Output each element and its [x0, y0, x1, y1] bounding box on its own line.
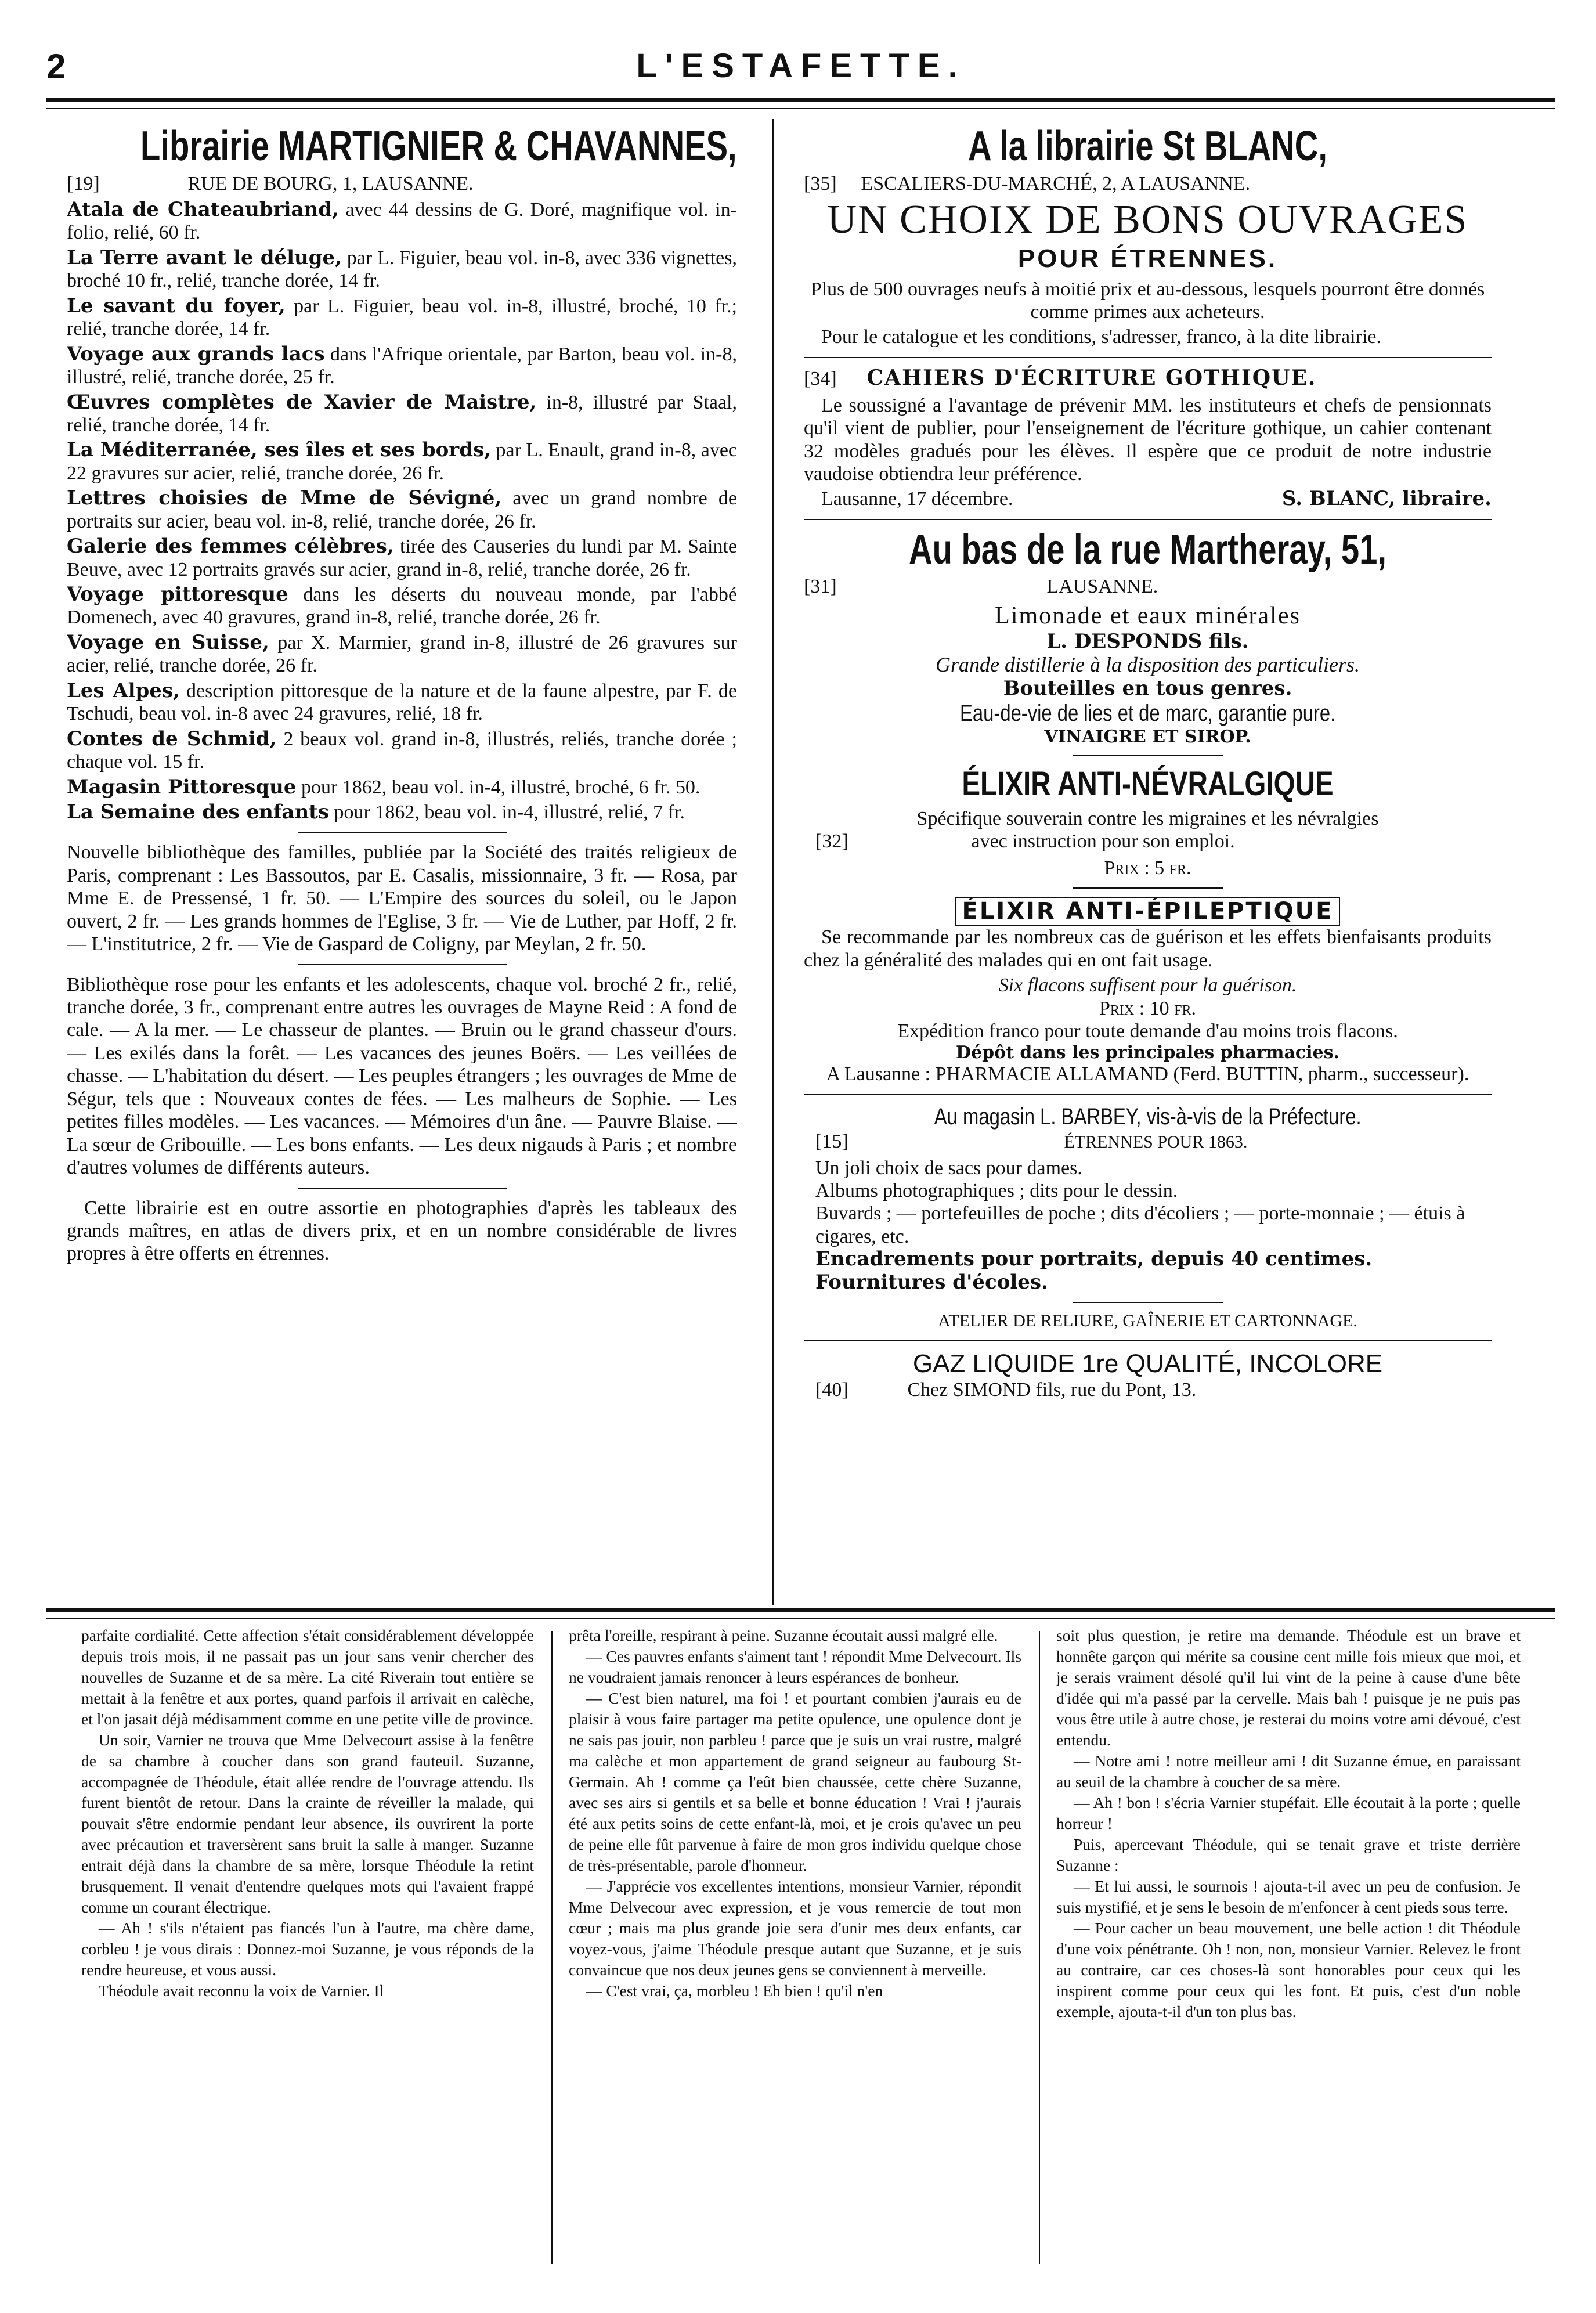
barbey-line3: Buvards ; — portefeuilles de poche ; dits d'écoliers ; — porte-monnaie ; — étuis à cigares, etc.: [815, 1203, 1465, 1247]
epi-text: Se recommande par les nombreux cas de guérison et les effets bienfaisants produits chez la généralité des malades qui en ont fait usage.: [804, 926, 1492, 971]
cahiers-date: Lausanne, 17 décembre.: [821, 488, 1013, 510]
martheray-heading: Au bas de la rue Martheray, 51,: [909, 526, 1386, 573]
barbey-ref: [15]: [815, 1131, 848, 1153]
book-entry: [67, 439, 737, 485]
barbey-heading: Au magasin L. BARBEY, vis-à-vis de la Préfecture.: [934, 1103, 1362, 1130]
right-ad-column: [804, 125, 1492, 1599]
feuilleton-rule-thin: [46, 1618, 1555, 1619]
book-entry: [67, 247, 737, 293]
barbey-sub: ÉTRENNES POUR 1863.: [1064, 1132, 1248, 1152]
separator: [804, 1340, 1492, 1341]
martheray-limonade: Limonade et eaux minérales: [995, 602, 1301, 629]
book-description: avec 44 dessins de G. Doré, magnifique vol. in-folio, relié, 60 fr.: [67, 199, 737, 244]
column-divider: [772, 119, 774, 1605]
book-description: tirée des Causeries du lundi par M. Sainte Beuve, avec 12 portraits gravés sur acier, grand in-8, relié, tranche dorée, 26 fr.: [67, 536, 737, 580]
left-ad-column: [67, 125, 737, 1599]
book-description: dans l'Afrique orientale, par Barton, beau vol. in-8, illustré, relié, tranche dorée, 25 fr.: [67, 343, 737, 388]
header-rule-thin: [46, 108, 1555, 109]
book-title: Atala de Chateaubriand,: [67, 198, 339, 222]
feuilleton-paragraph: — C'est bien naturel, ma foi ! et pourtant combien j'aurais eu de plaisir à vous faire partager ma petite opulence, une opulence dont je ne sais pas jouir, non parbleu ! parce que je suis un vrai rustre, malgré ma calèche et mon appartement de grand seigneur au faubourg St-Germain. Ah ! comme ça l'eût bien chaussée, cette chère Suzanne, avec ses airs si gentils et sa belle et bonne éducation ! Vrai ! j'aurais été aux petits soins de cette enfant-là, moi, et je crois qu'avec un peu de peine elle fût parvenue à faire de mon gros individu quelque chose de très-présentable, parole d'honneur.: [569, 1689, 1021, 1875]
barbey-line2: Albums photographiques ; dits pour le dessin.: [815, 1180, 1178, 1202]
book-title: La Semaine des enfants: [67, 800, 330, 824]
feuilleton-column-2: [569, 1625, 1021, 2269]
book-title: La Terre avant le déluge,: [67, 246, 342, 269]
gaz-text: Chez SIMOND fils, rue du Pont, 13.: [907, 1379, 1197, 1401]
book-title: Œuvres complètes de Xavier de Maistre,: [67, 390, 537, 414]
blanc-street: ESCALIERS-DU-MARCHÉ, 2, A LAUSANNE.: [861, 172, 1251, 194]
blanc-text: Plus de 500 ouvrages neufs à moitié prix et au-dessous, lesquels pourront être donnés comme primes aux acheteurs.: [810, 278, 1485, 323]
book-entry: [67, 343, 737, 389]
book-entry: [67, 632, 737, 677]
elixir-instruction: avec instruction pour son emploi.: [971, 831, 1235, 853]
blanc-address: [804, 172, 1492, 195]
feuilleton-paragraph: soit plus question, je retire ma demande. Théodule est un brave et honnête garçon qui mérite sa cousine cent mille fois mieux que moi, et je serais vraiment désolé qu'il lui vint de la peine à cause d'une bête d'idée qui m'a passé par la cervelle. Mais bah ! puisque je ne puis pas vous être utile à autre chose, je resterai du moins votre ami dévoué, c'est entendu.: [1056, 1626, 1521, 1749]
cahiers-signature-line: [804, 488, 1492, 510]
book-title: La Méditerranée, ses îles et ses bords,: [67, 438, 491, 462]
martheray-vinaigre: VINAIGRE ET SIROP.: [1044, 726, 1251, 747]
feuilleton-divider: [1039, 1631, 1040, 2264]
book-entry: [67, 391, 737, 437]
separator: [1073, 887, 1223, 889]
epi-heading: ÉLIXIR ANTI-ÉPILEPTIQUE: [955, 897, 1341, 926]
feuilleton-rule: [46, 1608, 1555, 1612]
epi-lausanne: A Lausanne : PHARMACIE ALLAMAND (Ferd. BUTTIN, pharm., successeur).: [826, 1063, 1469, 1085]
book-description: dans les déserts du nouveau monde, par l'abbé Domenech, avec 40 gravures, grand in-8, relié, tranche dorée, 26 fr.: [67, 584, 737, 629]
book-description: par L. Figuier, beau vol. in-8, illustré, broché, 10 fr.; relié, tranche dorée, 14 fr.: [67, 295, 737, 340]
feuilleton-divider: [551, 1631, 553, 2264]
barbey-heading-wrap: [804, 1103, 1492, 1130]
book-title: Voyage aux grands lacs: [67, 342, 325, 366]
feuilleton-column-3: [1056, 1625, 1521, 2269]
feuilleton-column-1: [81, 1625, 534, 2269]
feuilleton: [58, 1625, 1555, 2269]
elixir-line2: [804, 830, 1492, 853]
elixir-ref: [32]: [815, 831, 848, 853]
martignier-address: [67, 172, 737, 195]
epi-expedition: Expédition franco pour toute demande d'au moins trois flacons.: [897, 1020, 1398, 1042]
blanc-ref: [35]: [804, 172, 837, 194]
blanc-subtitle: POUR ÉTRENNES.: [1017, 244, 1278, 273]
blanc-text2: Pour le catalogue et les conditions, s'adresser, franco, à la dite librairie.: [821, 326, 1381, 348]
book-entry: [67, 487, 737, 533]
cahiers-title: CAHIERS D'ÉCRITURE GOTHIQUE.: [866, 365, 1317, 390]
journal-title: L'ESTAFETTE.: [636, 47, 966, 85]
nouvelle-bibliotheque: Nouvelle bibliothèque des familles, publiée par la Société des traités religieux de Paris, comprenant : Les Bassoutos, par E. Casalis, missionnaire, 3 fr. — Rosa, par Mme E. de Pressensé, 1 fr. 50. — L'Empire des sources du soleil, ou le Japon ouvert, 2 fr. — Les grands hommes de l'Eglise, 3 fr. — Vie de Luther, par Hoff, 2 fr. — L'institutrice, 2 fr. — Vie de Gaspard de Coligny, par Meylan, 2 fr. 50.: [67, 842, 737, 955]
separator: [1073, 755, 1223, 756]
martheray-eau-de-vie: Eau-de-vie de lies et de marc, garantie pure.: [959, 701, 1336, 727]
book-description: description pittoresque de la nature et de la faune alpestre, par F. de Tschudi, beau vol. in-8 avec 24 gravures, relié, 18 fr.: [67, 680, 737, 725]
book-description: pour 1862, beau vol. in-4, illustré, relié, 7 fr.: [329, 801, 685, 823]
epi-heading-wrap: [804, 897, 1492, 926]
book-description: par L. Enault, grand in-8, avec 22 gravures sur acier, relié, tranche dorée, 26 fr.: [67, 439, 737, 484]
separator: [298, 832, 507, 833]
book-title: Galerie des femmes célèbres,: [67, 535, 394, 558]
feuilleton-paragraph: Théodule avait reconnu la voix de Varnier. Il: [99, 1982, 384, 2000]
book-entry: [67, 776, 737, 799]
feuilleton-paragraph: prêta l'oreille, respirant à peine. Suzanne écoutait aussi malgré elle.: [569, 1626, 998, 1644]
martheray-bouteilles: Bouteilles en tous genres.: [1003, 676, 1292, 700]
book-title: Magasin Pittoresque: [67, 775, 297, 799]
cahiers-sign: S. BLANC, libraire.: [1281, 487, 1492, 511]
book-entry: [67, 728, 737, 774]
page-number: 2: [46, 47, 66, 86]
martheray-address: [804, 575, 1492, 598]
barbey-list: [804, 1157, 1492, 1294]
book-entry: [67, 295, 737, 341]
martheray-distillerie: Grande distillerie à la disposition des particuliers.: [936, 653, 1360, 676]
martignier-closing: Cette librairie est en outre assortie en photographies d'après les tableaux des grands maîtres, en atlas de divers prix, et en un nombre considérable de livres propres à être offerts en étrennes.: [67, 1197, 737, 1265]
gaz-line: [804, 1379, 1492, 1401]
epi-depot: Dépôt dans les principales pharmacies.: [956, 1042, 1339, 1063]
martheray-desponds: L. DESPONDS fils.: [1046, 629, 1249, 653]
separator: [804, 357, 1492, 358]
blanc-big-title: UN CHOIX DE BONS OUVRAGES: [827, 197, 1468, 243]
martignier-street: RUE DE BOURG, 1, LAUSANNE.: [187, 172, 474, 194]
feuilleton-paragraph: — Notre ami ! notre meilleur ami ! dit Suzanne émue, en paraissant au seuil de la chambre à coucher de sa mère.: [1056, 1752, 1521, 1791]
barbey-line5: Fournitures d'écoles.: [815, 1270, 1048, 1294]
bibliotheque-rose: Bibliothèque rose pour les enfants et les adolescents, chaque vol. broché 2 fr., relié, tranche dorée, 3 fr., comprenant entre autres les ouvrages de Mayne Reid : A fond de cale. — A la mer. — Le chasseur de plantes. — Bruin ou le grand chasseur d'ours. — Les exilés dans la forêt. — Les vacances des jeunes Boërs. — Les veillées de chasse. — L'habitation du désert. — Les peuples étrangers ; les ouvrages de Mme de Ségur, tels que : Nouveaux contes de fées. — Les malheurs de Sophie. — Les petites filles modèles. — Les vacances. — Mémoires d'un âne. — Pauvre Blaise. — La sœur de Gribouille. — Les bons enfants. — Les deux nigauds à Paris ; et nombre d'autres volumes de différents auteurs.: [67, 973, 737, 1179]
barbey-line4: Encadrements pour portraits, depuis 40 centimes.: [815, 1247, 1373, 1271]
book-title: Voyage pittoresque: [67, 583, 288, 607]
masthead: [46, 46, 1555, 99]
book-entry: [67, 680, 737, 726]
martignier-heading: Librairie MARTIGNIER & CHAVANNES,: [140, 125, 737, 169]
separator: [804, 1094, 1492, 1095]
feuilleton-paragraph: Un soir, Varnier ne trouva que Mme Delvecourt assise à la fenêtre de sa chambre à coucher dans son grand fauteuil. Suzanne, accompagnée de Théodule, était allée rendre de l'ouvrage attendu. Ils furent bientôt de retour. Dans la crainte de réveiller la malade, qui pouvait s'être endormie pendant leur absence, ils ouvrirent la porte avec précaution et traversèrent sans bruit la salle à manger. Suzanne entrait déjà dans la chambre de sa mère, lorsque Théodule la retint brusquement. Il venait d'entendre quelques mots qui l'avaient frappé comme un courant électrique.: [81, 1731, 534, 1917]
book-description: avec un grand nombre de portraits sur acier, beau vol. in-8, relié, tranche dorée, 26 fr.: [67, 488, 737, 532]
feuilleton-paragraph: Puis, apercevant Théodule, qui se tenait grave et triste derrière Suzanne :: [1056, 1835, 1521, 1875]
elixir-price: Prix : 5 fr.: [1104, 857, 1191, 879]
book-description: pour 1862, beau vol. in-4, illustré, broché, 6 fr. 50.: [296, 776, 700, 798]
separator: [804, 519, 1492, 520]
book-title: Contes de Schmid,: [67, 727, 277, 750]
book-description: par L. Figuier, beau vol. in-8, avec 336 vignettes, broché 10 fr., relié, tranche dorée, 14 fr.: [67, 247, 737, 292]
book-entry: [67, 801, 737, 824]
book-entry: [67, 535, 737, 581]
book-entry: [67, 199, 737, 244]
martheray-ref: [31]: [804, 576, 837, 598]
feuilleton-paragraph: parfaite cordialité. Cette affection s'était considérablement développée depuis trois mois, il ne passait pas un jour sans venir chercher des nouvelles de Suzanne et de sa mère. La cité Riverain tout entière se mettait à la fenêtre et aux portes, quand parfois il arrivait en calèche, et l'on jasait déjà médisamment comme en une petite ville de province.: [81, 1626, 534, 1729]
martheray-city: LAUSANNE.: [1046, 576, 1158, 598]
book-description: par X. Marmier, grand in-8, illustré de 26 gravures sur acier, relié, tranche dorée, 26 fr.: [67, 632, 737, 677]
separator: [298, 1188, 507, 1189]
martignier-ref: [19]: [67, 172, 100, 194]
book-description: 2 beaux vol. grand in-8, illustrés, reliés, tranche dorée ; chaque vol. 15 fr.: [67, 728, 737, 773]
elixir-line1: Spécifique souverain contre les migraines et les névralgies: [916, 807, 1379, 829]
header-rule: [46, 98, 1555, 102]
feuilleton-paragraph: — Ah ! bon ! s'écria Varnier stupéfait. Elle écoutait à la porte ; quelle horreur !: [1056, 1794, 1521, 1833]
book-title: Le savant du foyer,: [67, 294, 286, 317]
epi-italic: Six flacons suffisent pour la guérison.: [998, 975, 1297, 997]
elixir-heading: ÉLIXIR ANTI-NÉVRALGIQUE: [962, 765, 1334, 803]
book-title: Lettres choisies de Mme de Sévigné,: [67, 486, 502, 510]
feuilleton-paragraph: — C'est vrai, ça, morbleu ! Eh bien ! qu'il n'en: [586, 1982, 883, 2000]
barbey-atelier: ATELIER DE RELIURE, GAÎNERIE ET CARTONNAGE.: [938, 1311, 1357, 1331]
feuilleton-paragraph: — Et lui aussi, le sournois ! ajouta-t-il avec un peu de confusion. Je suis mystifié, et je sens le besoin de m'enfoncer à cent pieds sous terre.: [1056, 1877, 1521, 1917]
martheray-eau-de-vie-wrap: [804, 700, 1492, 727]
book-title: Les Alpes,: [67, 679, 180, 702]
gaz-ref: [40]: [815, 1379, 848, 1401]
epi-price: Prix : 10 fr.: [1099, 997, 1197, 1019]
separator: [298, 964, 507, 965]
gaz-heading: GAZ LIQUIDE 1re QUALITÉ, INCOLORE: [912, 1349, 1383, 1379]
blanc-heading: A la librairie St BLANC,: [968, 125, 1327, 169]
cahiers-text: Le soussigné a l'avantage de prévenir MM. les instituteurs et chefs de pensionnats qu'il vient de publier, pour l'enseignement de l'écriture gothique, un cahier contenant 32 modèles gradués pour les élèves. Il espère que ce produit de notre industrie vaudoise obtiendra leur préférence.: [804, 394, 1492, 485]
book-entry: [67, 583, 737, 629]
barbey-line1: Un joli choix de sacs pour dames.: [815, 1157, 1082, 1179]
feuilleton-paragraph: — Ces pauvres enfants s'aiment tant ! répondit Mme Delvecourt. Ils ne voudraient jamais renoncer à leurs espérances de bonheur.: [569, 1647, 1021, 1687]
book-list: [67, 199, 737, 824]
feuilleton-paragraph: — J'apprécie vos excellentes intentions, monsieur Varnier, répondit Mme Delvecour avec expression, et je vous remercie de tout mon cœur ; mais ma plus grande joie sera d'unir mes deux enfants, car voyez-vous, j'aime Théodule presque autant que Suzanne, et je suis convaincue que nos deux jeunes gens se conviennent à merveille.: [569, 1877, 1021, 1979]
barbey-sub-line: [804, 1130, 1492, 1153]
book-title: Voyage en Suisse,: [67, 630, 269, 654]
separator: [1073, 1302, 1223, 1303]
feuilleton-paragraph: — Pour cacher un beau mouvement, une belle action ! dit Théodule d'une voix pénétrante. Oh ! non, non, monsieur Varnier. Relevez le front au contraire, car ces choses-là sont honorables pour ceux qui les inspirent comme pour ceux qui les font. Et puis, c'est d'un noble exemple, ajouta-t-il d'un ton plus bas.: [1056, 1919, 1521, 2021]
book-description: in-8, illustré par Staal, relié, tranche dorée, 14 fr.: [67, 391, 737, 436]
cahiers-heading: [804, 366, 1492, 391]
feuilleton-paragraph: — Ah ! s'ils n'étaient pas fiancés l'un à l'autre, ma chère dame, corbleu ! je vous dirais : Donnez-moi Suzanne, je vous réponds de la rendre heureuse, et vous aussi.: [81, 1919, 534, 1979]
cahiers-ref: [34]: [804, 367, 837, 389]
